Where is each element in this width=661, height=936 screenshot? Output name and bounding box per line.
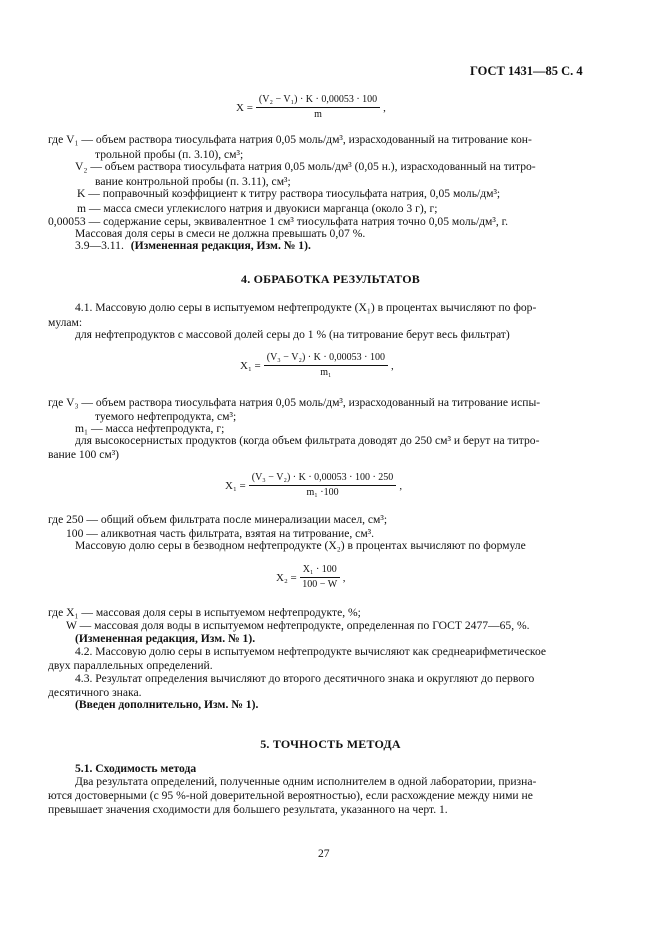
para-4-1-line3: для нефтепродуктов с массовой долей серы до 1 % (на титрование берут весь фильтрат) bbox=[75, 328, 510, 341]
def-w: W — массовая доля воды в испытуемом нефтепродукте, определенная по ГОСТ 2477—65, %. bbox=[66, 619, 530, 632]
def-m: m — масса смеси углекислого натрия и двуокиси марганца (около 3 г), г; bbox=[77, 202, 438, 215]
formula-x1-a bbox=[240, 352, 394, 379]
def-v2-line1: V₂ — объем раствора тиосульфата натрия 0,05 моль/дм³ (0,05 н.), израсходованный на титро- bbox=[75, 160, 536, 173]
formula-x1-a-tail: , bbox=[390, 359, 394, 372]
def-v3-line2: туемого нефтепродукта, см³; bbox=[95, 410, 237, 423]
para-4-1-line2: мулам: bbox=[48, 316, 83, 329]
formula-x1-b-denominator: m₁ ·100 bbox=[306, 487, 339, 498]
formula-x2-tail: , bbox=[342, 571, 346, 584]
formula-x1-a-denominator: m₁ bbox=[320, 367, 332, 378]
formula-x2-numerator: X₁ · 100 bbox=[300, 564, 340, 578]
formula-x-left: X = bbox=[236, 101, 253, 114]
para-5-1-line3: превышает значения сходимости для большего результата, указанного на черт. 1. bbox=[48, 803, 448, 816]
formula-x2-left: X₂ = bbox=[276, 571, 297, 584]
def-k: K — поправочный коэффициент к титру раствора тиосульфата натрия, 0,05 моль/дм³; bbox=[77, 187, 501, 200]
para-anhydrous: Массовую долю серы в безводном нефтепродукте (X₂) в процентах вычисляют по формуле bbox=[75, 539, 526, 552]
formula-x-tail: , bbox=[383, 101, 386, 114]
para-high-sulfur-line2: вание 100 см³) bbox=[48, 448, 120, 461]
formula-x2-denominator: 100 − W bbox=[302, 579, 338, 590]
formula-x1-b-tail: , bbox=[399, 479, 403, 492]
amendment-note-3-9 bbox=[75, 238, 311, 253]
formula-x2 bbox=[276, 564, 346, 591]
mass-fraction-note: Массовая доля серы в смеси не должна превышать 0,07 %. bbox=[75, 227, 366, 240]
para-4-2-line2: двух параллельных определений. bbox=[48, 659, 213, 672]
amendment-note-4-3: (Введен дополнительно, Изм. № 1). bbox=[75, 698, 259, 711]
page-number: 27 bbox=[318, 847, 330, 860]
def-v3-line1: где V₃ — объем раствора тиосульфата натрия 0,05 моль/дм³, израсходованный на титрование испы- bbox=[48, 396, 541, 409]
formula-x bbox=[236, 94, 386, 121]
formula-x1-a-numerator: (V₃ − V₂) · K · 0,00053 · 100 bbox=[264, 352, 388, 366]
def-100: 100 — аликвотная часть фильтрата, взятая на титрование, см³. bbox=[66, 527, 375, 540]
def-250: где 250 — общий объем фильтрата после минерализации масел, см³; bbox=[48, 513, 388, 526]
formula-x1-b-left: X₁ = bbox=[225, 479, 246, 492]
amendment-note-4-1: (Измененная редакция, Изм. № 1). bbox=[75, 632, 256, 645]
def-m1: m₁ — масса нефтепродукта, г; bbox=[75, 422, 225, 435]
formula-x-numerator: (V₂ − V₁) · K · 0,00053 · 100 bbox=[256, 94, 380, 108]
section-4-title: 4. ОБРАБОТКА РЕЗУЛЬТАТОВ bbox=[241, 272, 420, 286]
para-5-1-line2: ются достоверными (с 95 %-ной доверительной вероятностью), если расхождение между ними не bbox=[48, 789, 533, 802]
def-v2-line2: вание контрольной пробы (п. 3.11), см³; bbox=[95, 175, 291, 188]
amendment-text: (Измененная редакция, Изм. № 1). bbox=[130, 239, 311, 252]
para-5-1-line1: Два результата определений, полученные одним исполнителем в одной лаборатории, призна- bbox=[75, 775, 537, 788]
section-5-title: 5. ТОЧНОСТЬ МЕТОДА bbox=[260, 737, 401, 751]
def-00053: 0,00053 — содержание серы, эквивалентное 1 см³ тиосульфата натрия точно 0,05 моль/дм³, г. bbox=[48, 215, 509, 228]
clause-ref: 3.9—3.11. bbox=[75, 239, 124, 252]
def-v1-line1: где V₁ — объем раствора тиосульфата натрия 0,05 моль/дм³, израсходованный на титрование кон- bbox=[48, 133, 532, 146]
para-4-3-line2: десятичного знака. bbox=[48, 686, 142, 699]
running-header: ГОСТ 1431—85 С. 4 bbox=[470, 64, 583, 78]
para-4-3-line1: 4.3. Результат определения вычисляют до второго десятичного знака и округляют до первого bbox=[75, 672, 535, 685]
formula-x1-b-numerator: (V₃ − V₂) · K · 0,00053 · 100 · 250 bbox=[249, 472, 397, 486]
para-high-sulfur-line1: для высокосернистых продуктов (когда объем фильтрата доводят до 250 см³ и берут на титро- bbox=[75, 434, 540, 447]
para-4-2-line1: 4.2. Массовую долю серы в испытуемом нефтепродукте вычисляют как среднеарифметическое bbox=[75, 645, 547, 658]
def-v1-line2: трольной пробы (п. 3.10), см³; bbox=[95, 148, 244, 161]
formula-x1-a-left: X₁ = bbox=[240, 359, 261, 372]
formula-x1-b bbox=[225, 472, 402, 499]
def-x1: где X₁ — массовая доля серы в испытуемом нефтепродукте, %; bbox=[48, 606, 361, 619]
formula-x-denominator: m bbox=[314, 109, 322, 120]
para-4-1-line1: 4.1. Массовую долю серы в испытуемом нефтепродукте (X₁) в процентах вычисляют по фор- bbox=[75, 301, 537, 314]
subsection-5-1: 5.1. Сходимость метода bbox=[75, 762, 197, 775]
